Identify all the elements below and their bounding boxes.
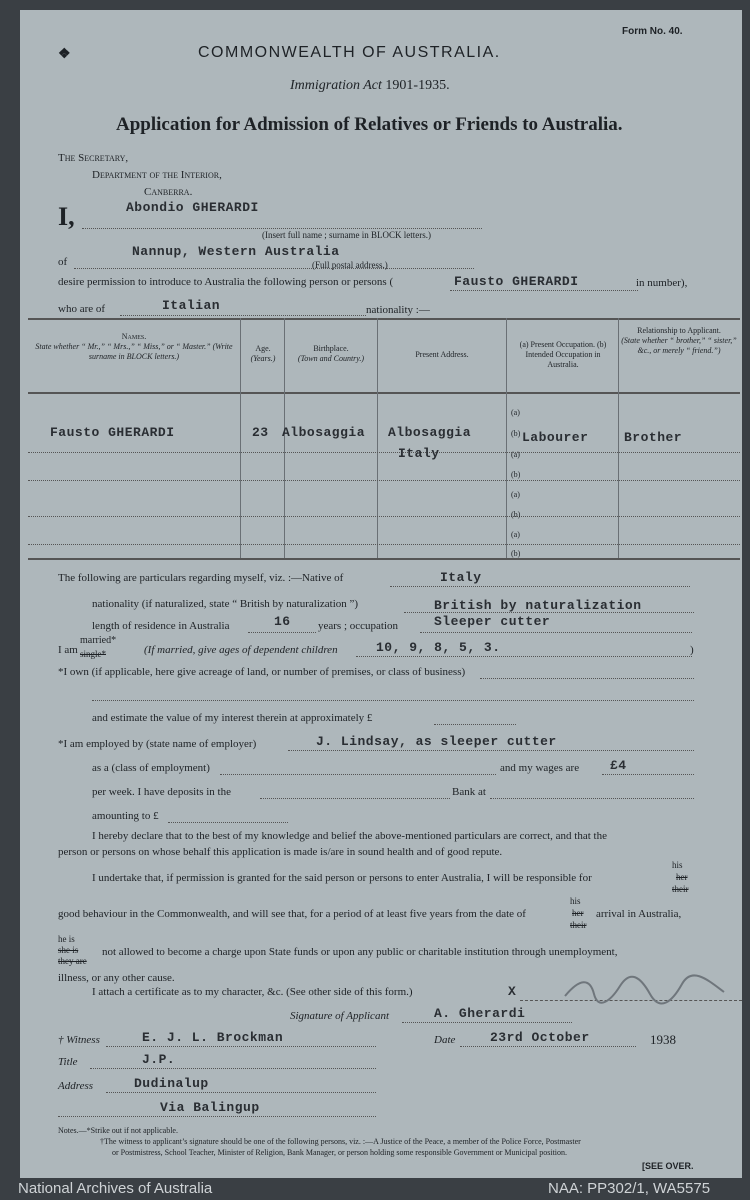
name-hint: (Insert full name ; surname in BLOCK letters.) (262, 230, 431, 240)
ab-label-4: (b) (511, 470, 521, 479)
row-relationship: Brother (624, 430, 683, 445)
bank-at-line (490, 798, 694, 799)
amounting-line (168, 822, 288, 823)
table-col-divider-4 (506, 318, 507, 558)
date-label: Date (434, 1034, 456, 1046)
address-line-1-value: Dudinalup (134, 1076, 209, 1091)
see-over: [SEE OVER. (642, 1161, 694, 1171)
native-line (390, 586, 690, 587)
ab-label-7: (a) (511, 530, 520, 539)
address-line-2 (58, 1116, 376, 1117)
wages-line (602, 774, 694, 775)
ab-label-1: (a) (511, 408, 520, 417)
title-value: J.P. (142, 1052, 176, 1067)
single-option: single* (80, 649, 106, 659)
year-value: 1938 (650, 1032, 676, 1047)
their-option-2: their (570, 920, 587, 930)
address-line-1 (106, 1092, 376, 1093)
deposits-label: per week. I have deposits in the (92, 786, 231, 798)
in-number-text: in number), (636, 277, 688, 289)
bank-at-label: Bank at (452, 786, 486, 798)
header-names: Names. State whether “ Mr.,” “ Mrs.,” “ Miss,” or “ Master.” (Write surname in BLOCK letters.) (35, 332, 233, 361)
her-option-1: her (676, 872, 688, 882)
desire-text: desire permission to introduce to Australia the following person or persons ( (58, 276, 394, 288)
occupation-value: Sleeper cutter (434, 614, 551, 629)
note-witness-1: †The witness to applicant’s signature should be one of the following persons, viz. :—A Justice of the Peace, a member of the Police Force, Postmaster (100, 1137, 581, 1146)
table-header-rule (28, 392, 740, 394)
declaration-para1: I hereby declare that to the best of my knowledge and belief the above-mentioned particulars are correct, and that the (92, 830, 607, 842)
row-occupation: Labourer (522, 430, 589, 445)
signature-line (402, 1022, 572, 1023)
table-row-line-3 (28, 516, 740, 517)
date-line (460, 1046, 636, 1047)
title-label: Title (58, 1056, 78, 1068)
declaration-para2b: good behaviour in the Commonwealth, and will see that, for a period of at least five years from the date of (58, 908, 526, 920)
own-label: *I own (if applicable, here give acreage of land, or number of premises, or class of business) (58, 666, 466, 678)
addressee-line2: Department of the Interior, (92, 169, 222, 181)
date-value: 23rd October (490, 1030, 590, 1045)
row-name: Fausto GHERARDI (50, 425, 175, 440)
estimate-line (434, 724, 516, 725)
postal-line (74, 268, 474, 269)
certificate-text: I attach a certificate as to my character, &c. (See other side of this form.) (92, 986, 413, 998)
children-close: ) (690, 644, 694, 656)
declaration-para1b: person or persons on whose behalf this application is made is/are in sound health and of good repute. (58, 846, 503, 858)
residence-label: length of residence in Australia (92, 620, 230, 632)
occupation-line (420, 632, 692, 633)
employer-value: J. Lindsay, as sleeper cutter (316, 734, 557, 749)
header-address: Present Address. (415, 350, 469, 359)
own-line-1 (480, 678, 694, 679)
i-am-label: I am (58, 644, 78, 656)
wages-value: £4 (610, 758, 627, 773)
margin-mark: ❖ (58, 47, 71, 62)
of-label: of (58, 256, 68, 268)
children-value: 10, 9, 8, 5, 3. (376, 640, 501, 655)
persons-line (450, 290, 638, 291)
children-line (356, 656, 692, 657)
table-col-divider-1 (240, 318, 241, 558)
nationality-line (120, 315, 366, 316)
table-top-rule (28, 318, 740, 320)
header-birthplace: Birthplace. (Town and Country.) (297, 344, 365, 363)
table-row-line-4 (28, 544, 740, 545)
own-line-2 (92, 700, 694, 701)
table-row-line-1 (28, 452, 740, 453)
his-option-1: his (672, 860, 683, 870)
arrival-text: arrival in Australia, (596, 908, 682, 920)
signature-value: A. Gherardi (434, 1006, 526, 1021)
act-line: Immigration Act 1901-1935. (290, 78, 450, 93)
employer-line (288, 750, 694, 751)
he-is-option: he is (58, 934, 75, 944)
declaration-para3b: illness, or any other cause. (58, 972, 175, 984)
address-label: Address (58, 1080, 94, 1092)
estimate-label: and estimate the value of my interest therein at approximately £ (92, 712, 373, 724)
ab-label-8: (b) (511, 549, 521, 558)
residence-years: 16 (274, 614, 291, 629)
native-of-value: Italy (440, 570, 482, 585)
nationality-particular-value: British by naturalization (434, 598, 642, 613)
archive-name: National Archives of Australia (18, 1180, 213, 1197)
wages-label: and my wages are (500, 762, 580, 774)
i-label: I, (58, 202, 75, 231)
postal-address: Nannup, Western Australia (132, 244, 340, 259)
row-address-1: Albosaggia (388, 425, 472, 440)
his-option-2: his (570, 896, 581, 906)
they-are-option: they are (58, 956, 87, 966)
nationality-particular-label: nationality (if naturalized, state “ British by naturalization ”) (92, 598, 359, 610)
country-heading: COMMONWEALTH OF AUSTRALIA. (198, 44, 501, 61)
married-option: married* (80, 635, 117, 646)
persons-value: Fausto GHERARDI (454, 274, 579, 289)
class-line (220, 774, 496, 775)
ab-label-6: (b) (511, 510, 521, 519)
ab-label-3: (a) (511, 450, 520, 459)
her-option-2: her (572, 908, 584, 918)
name-line (82, 228, 482, 229)
years-occupation-label: years ; occupation (318, 620, 399, 632)
declaration-para2: I undertake that, if permission is granted for the said person or persons to enter Australia, I will be responsible for (92, 872, 592, 884)
applicant-name: Abondio GHERARDI (126, 200, 259, 215)
title-line (90, 1068, 376, 1069)
employed-label: *I am employed by (state name of employer) (58, 738, 257, 750)
nationality-label: nationality :— (366, 304, 430, 316)
addressee-line1: The Secretary, (58, 152, 129, 164)
she-is-option: she is (58, 945, 79, 955)
page-title: Application for Admission of Relatives or Friends to Australia. (116, 114, 623, 135)
header-age: Age. (Years.) (250, 344, 276, 363)
addressee-line3: Canberra. (144, 186, 193, 198)
archive-reference: NAA: PP302/1, WA5575 (548, 1180, 711, 1197)
amounting-label: amounting to £ (92, 810, 159, 822)
note-witness-2: or Postmistress, School Teacher, Minister of Religion, Bank Manager, or person holding some responsible Government or Municipal position. (112, 1148, 568, 1157)
table-row-line-2 (28, 480, 740, 481)
note-strike-out: Notes.—*Strike out if not applicable. (58, 1126, 178, 1135)
form-number: Form No. 40. (622, 26, 683, 37)
archive-footer (0, 1178, 750, 1200)
signature-label: Signature of Applicant (290, 1010, 389, 1022)
who-are-of: who are of (58, 303, 106, 315)
nationality-value: Italian (162, 298, 221, 313)
table-col-divider-5 (618, 318, 619, 558)
witness-line (106, 1046, 376, 1047)
declaration-para3: not allowed to become a charge upon State funds or upon any public or charitable institution through unemployment, (102, 946, 618, 958)
bank-name-line (260, 798, 450, 799)
table-bottom-rule (28, 558, 740, 560)
residence-line (248, 632, 316, 633)
row-age: 23 (252, 425, 269, 440)
class-label: as a (class of employment) (92, 762, 210, 774)
handwritten-signature (560, 972, 730, 1006)
particulars-intro: The following are particulars regarding myself, viz. :—Native of (58, 572, 344, 584)
header-relationship: Relationship to Applicant. (State whether “ brother,” “ sister,” &c., or merely “ friend.”) (621, 326, 737, 355)
row-birthplace: Albosaggia (282, 425, 366, 440)
postal-hint: (Full postal address.) (312, 260, 388, 270)
witness-value: E. J. L. Brockman (142, 1030, 284, 1045)
row-address-2: Italy (398, 446, 440, 461)
children-label: (If married, give ages of dependent children (144, 644, 338, 656)
form-page (20, 10, 742, 1180)
ab-label-5: (a) (511, 490, 520, 499)
x-mark: X (508, 984, 517, 999)
witness-label: † Witness (58, 1034, 100, 1046)
header-occupation: (a) Present Occupation. (b) Intended Occupation in Australia. (519, 340, 607, 369)
address-line-2-value: Via Balingup (160, 1100, 260, 1115)
their-option-1: their (672, 884, 689, 894)
ab-label-2: (b) (511, 429, 521, 438)
table-col-divider-3 (377, 318, 378, 558)
